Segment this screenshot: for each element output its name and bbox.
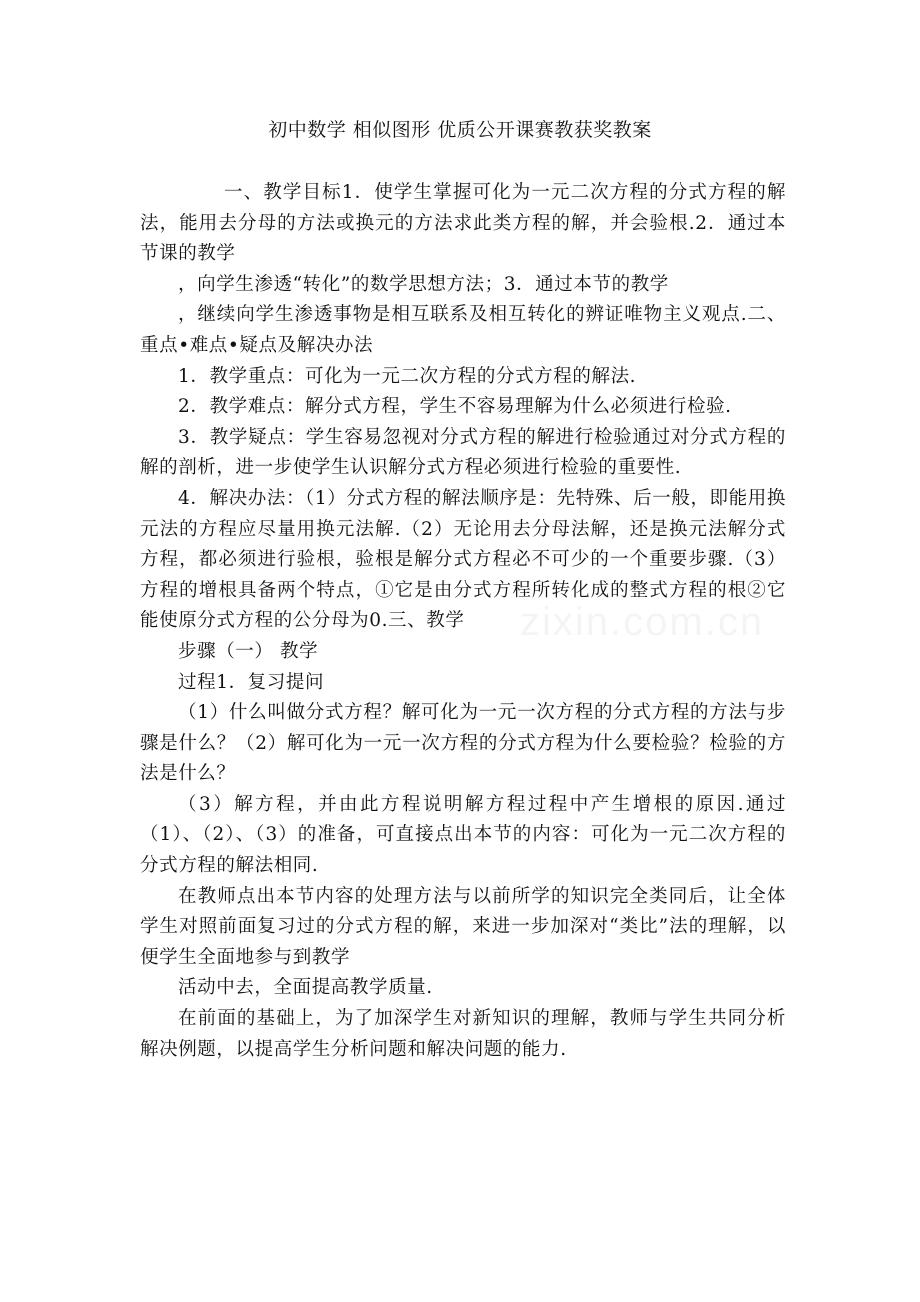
paragraph-transformation-idea: ，向学生渗透“转化”的数学思想方法；3．通过本节的教学 [178, 273, 669, 295]
paragraph-activity: 活动中去，全面提高教学质量. [178, 977, 433, 999]
paragraph-doubt: 3．教学疑点：学生容易忽视对分式方程的解进行检验通过对分式方程的解的剖析，进一步使学生认识解分式方程必须进行检验的重要性. [140, 426, 786, 479]
paragraph-difficulty: 2．教学难点：解分式方程，学生不容易理解为什么必须进行检验. [178, 396, 732, 418]
paragraph-teaching-goals: 一、教学目标1．使学生掌握可化为一元二次方程的分式方程的解法，能用去分母的方法或换元的方法求此类方程的解，并会验根.2．通过本节课的教学 [140, 182, 786, 265]
paragraph-dialectics: ，继续向学生渗透事物是相互联系及相互转化的辨证唯物主义观点.二、重点•难点•疑点及解决办法 [140, 304, 786, 356]
watermark [520, 600, 764, 645]
paragraph-solve-equation: （3）解方程，并由此方程说明解方程过程中产生增根的原因.通过（1）、（2）、（3）的准备，可直接点出本节的内容：可化为一元二次方程的分式方程的解法相同. [140, 793, 786, 877]
paragraph-process: 过程1．复习提问 [178, 671, 325, 693]
paragraph-solution: 4．解决办法：（1）分式方程的解法顺序是：先特殊、后一般，即能用换元法的方程应尽量用换元法解.（2）无论用去分母法解，还是换元法解分式方程，都必须进行验根，验根是解分式方程必不可少的一个重要步骤.（3）方程的增根具备两个特点，①它是由分式方程所转化成的整式方程的根②它能使原分式方程的公分母为0.三、教学 [140, 487, 786, 632]
paragraph-analogy: 在教师点出本节内容的处理方法与以前所学的知识完全类同后，让全体学生对照前面复习过的分式方程的解，来进一步加深对“类比”法的理解，以便学生全面地参与到教学 [140, 885, 786, 968]
paragraph-review-questions: （1）什么叫做分式方程？解可化为一元一次方程的分式方程的方法与步骤是什么？（2）解可化为一元一次方程的分式方程为什么要检验？检验的方法是什么？ [140, 702, 786, 785]
paragraph-steps: 步骤（一） 教学 [178, 640, 319, 662]
document-title: 初中数学 相似图形 优质公开课赛教获奖教案 [268, 119, 652, 141]
paragraph-example-analysis: 在前面的基础上，为了加深学生对新知识的理解，教师与学生共同分析解决例题，以提高学生分析问题和解决问题的能力. [140, 1008, 786, 1060]
paragraph-key-point: 1．教学重点：可化为一元二次方程的分式方程的解法. [178, 365, 637, 387]
